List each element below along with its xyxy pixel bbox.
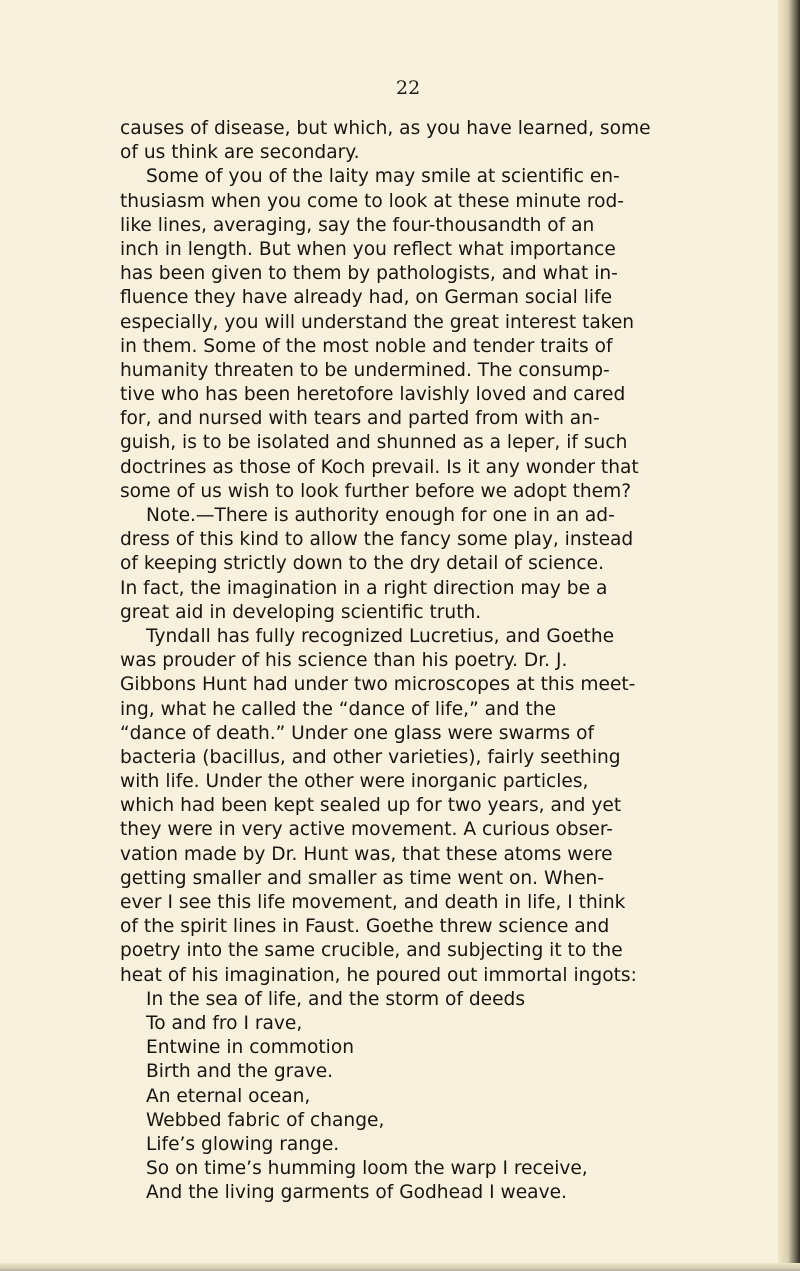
verse-line: Entwine in commotion: [146, 1037, 355, 1059]
text-line: some of us wish to look further before we adopt them?: [120, 480, 632, 502]
text-line: they were in very active movement. A curious obser-: [120, 819, 614, 841]
text-line: heat of his imagination, he poured out immortal ingots:: [120, 964, 637, 986]
text-line: was prouder of his science than his poetry. Dr. J.: [120, 650, 568, 672]
text-line: tive who has been heretofore lavishly loved and cared: [120, 384, 626, 406]
verse-line: To and fro I rave,: [146, 1012, 303, 1034]
text-line: especially, you will understand the great interest taken: [120, 311, 635, 333]
text-line: of us think are secondary.: [120, 142, 360, 164]
text-line: in them. Some of the most noble and tender traits of: [120, 335, 613, 357]
text-line: causes of disease, but which, as you have learned, some: [120, 118, 651, 139]
text-line: “dance of death.” Under one glass were swarms of: [120, 722, 595, 744]
text-line: of the spirit lines in Faust. Goethe threw science and: [120, 916, 610, 938]
verse-line: In the sea of life, and the storm of deeds: [146, 988, 526, 1010]
verse-line: Webbed fabric of change,: [146, 1109, 385, 1131]
text-line: humanity threaten to be undermined. The consump-: [120, 359, 610, 381]
verse-line: And the living garments of Godhead I weave.: [146, 1182, 567, 1204]
text-line: poetry into the same crucible, and subjecting it to the: [120, 940, 623, 962]
text-line: dress of this kind to allow the fancy some play, instead: [120, 529, 634, 551]
text-line: ing, what he called the “dance of life,” and the: [120, 698, 557, 720]
page-number: 22: [396, 77, 421, 99]
text-line: great aid in developing scientific truth.: [120, 601, 482, 623]
text-line: with life. Under the other were inorganic particles,: [120, 771, 589, 793]
text-line: for, and nursed with tears and parted from with an-: [120, 408, 600, 430]
text-line: bacteria (bacillus, and other varieties), fairly seething: [120, 746, 621, 768]
page-bottom-edge: [0, 1263, 800, 1271]
text-line: of keeping strictly down to the dry detail of science.: [120, 553, 604, 575]
text-line: ever I see this life movement, and death in life, I think: [120, 892, 626, 913]
text-line: thusiasm when you come to look at these minute rod-: [120, 190, 625, 212]
text-line: inch in length. But when you reflect what importance: [120, 238, 616, 260]
verse-line: An eternal ocean,: [146, 1085, 311, 1107]
verse-line: Birth and the grave.: [146, 1061, 334, 1083]
verse-line: Life’s glowing range.: [146, 1133, 340, 1155]
text-line: fluence they have already had, on German social life: [120, 287, 613, 309]
text-line: Tyndall has fully recognized Lucretius, and Goethe: [146, 625, 615, 647]
body-text: [120, 117, 740, 1205]
page-edge-shadow: [778, 0, 800, 1271]
text-line: like lines, averaging, say the four-thousandth of an: [120, 214, 595, 236]
text-line: has been given to them by pathologists, and what in-: [120, 263, 618, 285]
text-line: vation made by Dr. Hunt was, that these atoms were: [120, 843, 613, 865]
text-line: Note.—There is authority enough for one in an ad-: [146, 505, 615, 526]
text-line: which had been kept sealed up for two years, and yet: [120, 795, 622, 817]
text-line: In fact, the imagination in a right direction may be a: [120, 577, 608, 599]
text-line: guish, is to be isolated and shunned as a leper, if such: [120, 432, 628, 454]
text-line: getting smaller and smaller as time went on. When-: [120, 867, 605, 889]
text-line: Gibbons Hunt had under two microscopes at this meet-: [120, 674, 636, 696]
text-line: Some of you of the laity may smile at scientific en-: [146, 166, 620, 188]
verse-line: So on time’s humming loom the warp I receive,: [146, 1158, 588, 1180]
text-line: doctrines as those of Koch prevail. Is it any wonder that: [120, 456, 639, 478]
